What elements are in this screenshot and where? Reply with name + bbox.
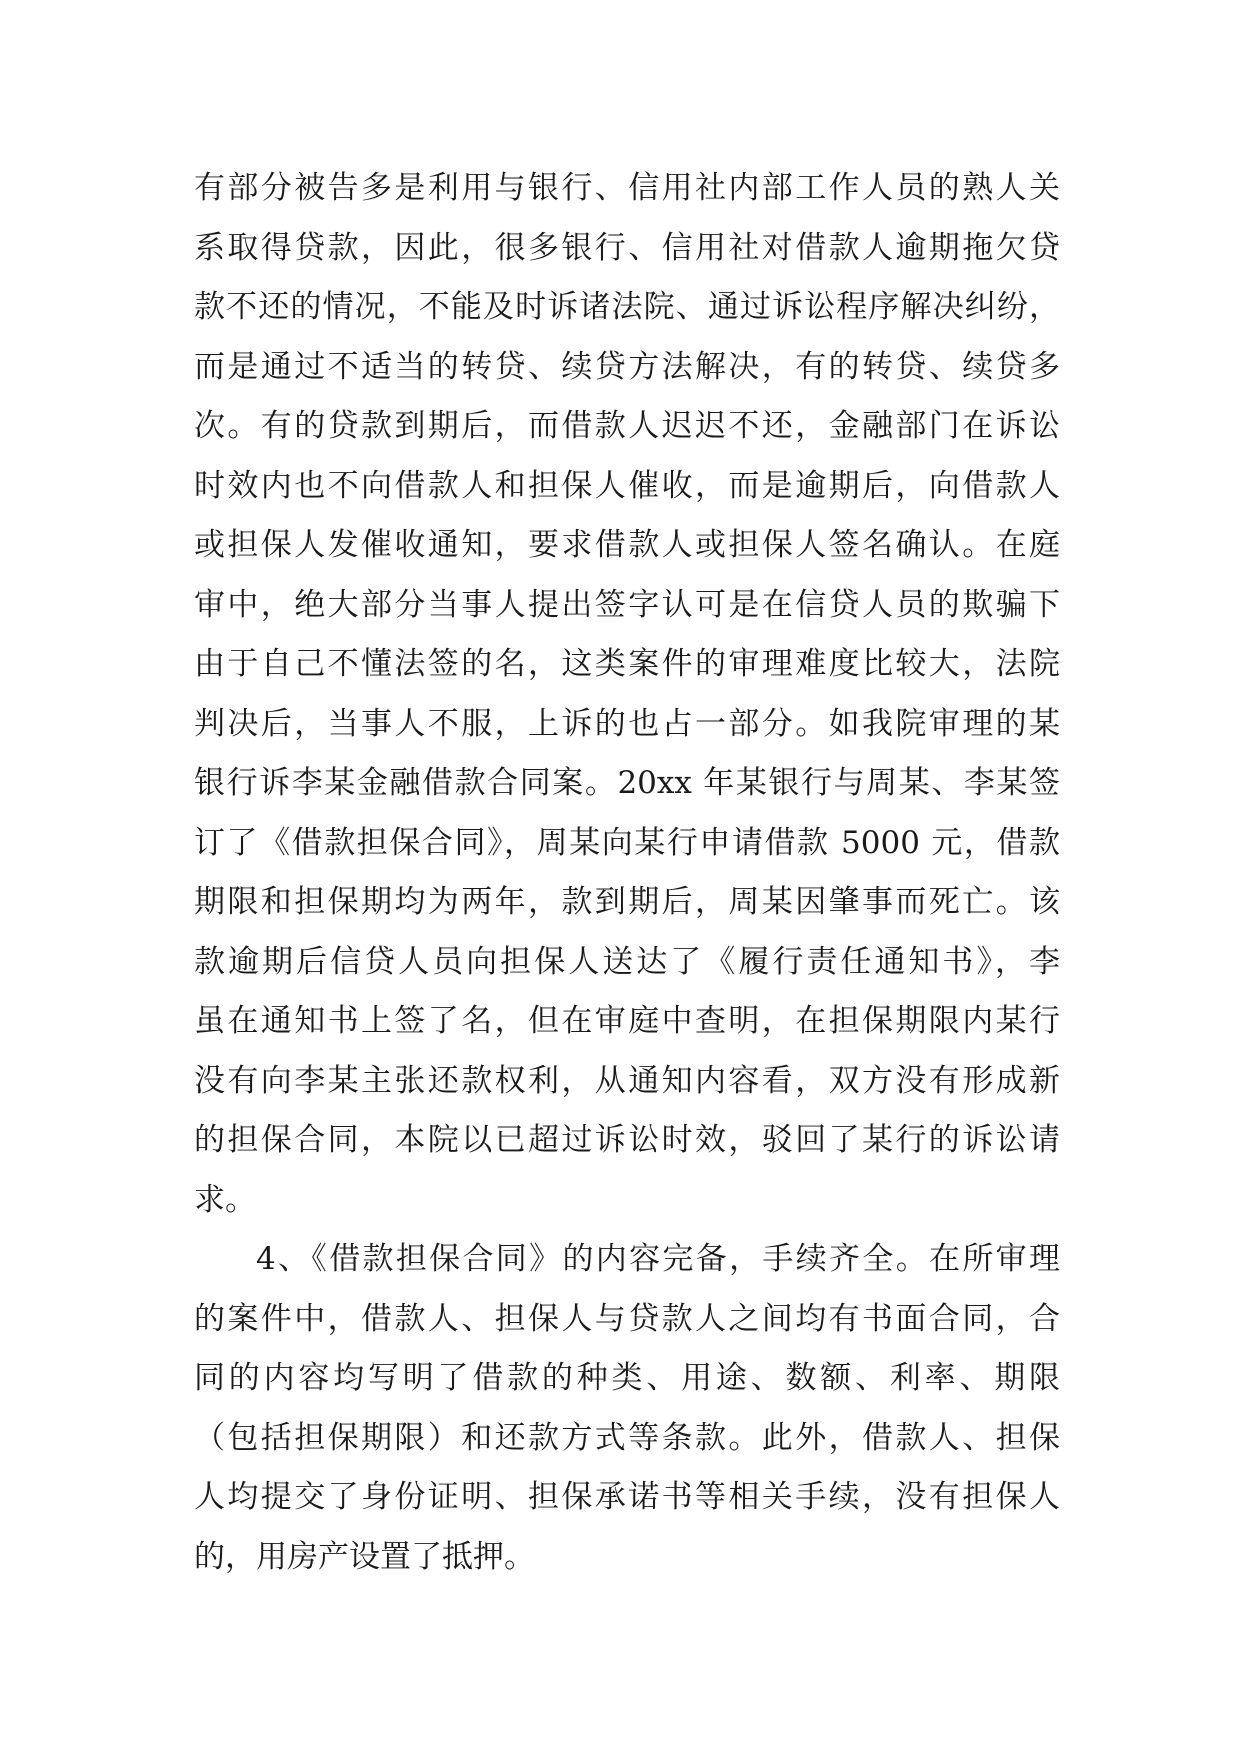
text-line: 款不还的情况，不能及时诉诸法院、通过诉讼程序解决纠纷，	[194, 289, 1060, 325]
text-line: 由于自己不懂法签的名，这类案件的审理难度比较大，法院	[194, 646, 1060, 682]
text-line: 判决后，当事人不服，上诉的也占一部分。如我院审理的某	[194, 706, 1060, 742]
text-line: 同的内容均写明了借款的种类、用途、数额、利率、期限	[194, 1360, 1060, 1396]
text-line: 系取得贷款，因此，很多银行、信用社对借款人逾期拖欠贷	[194, 230, 1060, 266]
text-line: 款逾期后信贷人员向担保人送达了《履行责任通知书》，李	[194, 944, 1060, 980]
text-line: 银行诉李某金融借款合同案。20xx 年某银行与周某、李某签	[194, 765, 1060, 801]
text-line: 的，用房产设置了抵押。	[194, 1539, 535, 1575]
text-line: 没有向李某主张还款权利，从通知内容看，双方没有形成新	[194, 1063, 1060, 1099]
text-line: 人均提交了身份证明、担保承诺书等相关手续，没有担保人	[194, 1479, 1060, 1515]
text-line: 虽在通知书上签了名，但在审庭中查明，在担保期限内某行	[194, 1003, 1060, 1039]
text-line: 求。	[194, 1182, 256, 1218]
text-line: 期限和担保期均为两年，款到期后，周某因肇事而死亡。该	[194, 884, 1060, 920]
text-line: 订了《借款担保合同》，周某向某行申请借款 5000 元，借款	[194, 825, 1060, 861]
text-line: 的案件中，借款人、担保人与贷款人之间均有书面合同，合	[194, 1301, 1060, 1337]
text-line: 或担保人发催收通知，要求借款人或担保人签名确认。在庭	[194, 527, 1060, 563]
text-line: 次。有的贷款到期后，而借款人迟迟不还，金融部门在诉讼	[194, 408, 1060, 444]
text-line: 审中，绝大部分当事人提出签字认可是在信贷人员的欺骗下	[194, 587, 1060, 623]
text-line: 的担保合同，本院以已超过诉讼时效，驳回了某行的诉讼请	[194, 1122, 1060, 1158]
text-line: 有部分被告多是利用与银行、信用社内部工作人员的熟人关	[194, 170, 1060, 206]
text-line: 而是通过不适当的转贷、续贷方法解决，有的转贷、续贷多	[194, 349, 1060, 385]
paragraph-start-line: 4、《借款担保合同》的内容完备，手续齐全。在所审理	[256, 1241, 1060, 1277]
text-line: 时效内也不向借款人和担保人催收，而是逾期后，向借款人	[194, 468, 1060, 504]
text-line: （包括担保期限）和还款方式等条款。此外，借款人、担保	[194, 1420, 1060, 1456]
